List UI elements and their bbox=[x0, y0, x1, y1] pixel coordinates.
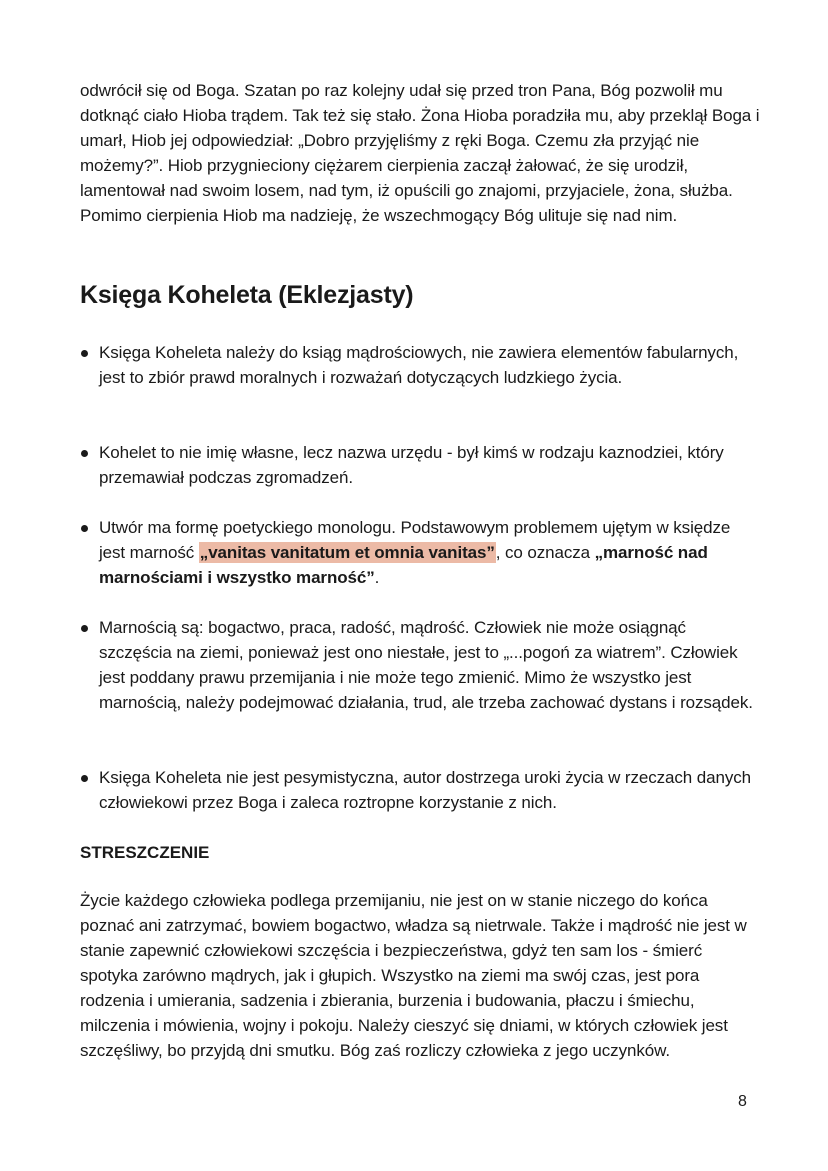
bullet-list-5 bbox=[80, 765, 760, 815]
list-item-text: , co oznacza bbox=[495, 543, 595, 562]
bullet-icon bbox=[81, 525, 88, 532]
summary-paragraph: Życie każdego człowieka podlega przemijaniu, nie jest on w stanie niczego do końca poznać ani zatrzymać, bowiem bogactwo, władza są nietrwale. Także i mądrość nie jest w stanie zapewnić człowiekowi szczęścia i bezpieczeństwa, gdyż ten sam los - śmierć spotyka zarówno mądrych, jak i głupich. Wszystko na ziemi ma swój czas, jest pora rodzenia i umierania, sadzenia i zbierania, burzenia i budowania, płaczu i śmiechu, milczenia i mówienia, wojny i pokoju. Należy cieszyć się dniami, w których człowiek jest szczęśliwy, bo przyjdą dni smutku. Bóg zaś rozliczy człowieka z jego uczynków. bbox=[80, 891, 747, 1060]
list-item-text: Marnością są: bogactwo, praca, radość, mądrość. Człowiek nie może osiągnąć szczęścia na ziemi, ponieważ jest ono niestałe, jest to „...pogoń za wiatrem”. Człowiek jest poddany prawu przemijania i nie może tego zmienić. Mimo że wszystko jest marnością, należy podejmować działania, trud, ale trzeba zachować dystans i rozsądek. bbox=[99, 618, 753, 712]
bullet-icon bbox=[81, 625, 88, 632]
bullet-icon bbox=[81, 450, 88, 457]
intro-block bbox=[80, 78, 760, 228]
bullet-list-2 bbox=[80, 440, 760, 490]
bullet-list-4 bbox=[80, 615, 760, 715]
list-item bbox=[80, 765, 760, 815]
intro-paragraph: odwrócił się od Boga. Szatan po raz kolejny udał się przed tron Pana, Bóg pozwolił mu dotknąć ciało Hioba trądem. Tak też się stało. Żona Hioba poradziła mu, aby przeklął Boga i umarł, Hiob jej odpowiedział: „Dobro przyjęliśmy z ręki Boga. Czemu zła przyjąć nie możemy?”. Hiob przygnieciony ciężarem cierpienia zaczął żałować, że się urodził, lamentował nad swoim losem, nad tym, iż opuścili go znajomi, przyjaciele, żona, służba. Pomimo cierpienia Hiob ma nadzieję, że wszechmogący Bóg ulituje się nad nim. bbox=[80, 81, 760, 225]
list-item-text: Utwór ma formę poetyckiego monologu. Podstawowym problemem ujętym w księdze jest marność bbox=[99, 518, 731, 562]
list-item-text: . bbox=[374, 568, 380, 587]
bold-quote: „marność nad marnościami i wszystko marność” bbox=[99, 543, 708, 587]
list-item-text: Księga Koheleta należy do ksiąg mądrościowych, nie zawiera elementów fabularnych, jest to zbiór prawd moralnych i rozważań dotyczących ludzkiego życia. bbox=[99, 343, 739, 387]
list-item-text: Księga Koheleta nie jest pesymistyczna, autor dostrzega uroki życia w rzeczach danych człowiekowi przez Boga i zaleca roztropne korzystanie z nich. bbox=[99, 768, 751, 812]
list-item bbox=[80, 340, 760, 390]
list-item bbox=[80, 515, 760, 590]
summary-title: STRESZCZENIE bbox=[80, 843, 210, 862]
bullet-icon bbox=[81, 350, 88, 357]
summary-block bbox=[80, 888, 760, 1063]
section-heading: Księga Koheleta (Eklezjasty) bbox=[80, 281, 414, 309]
bullet-list-3 bbox=[80, 515, 760, 590]
list-item bbox=[80, 440, 760, 490]
bullet-list-1 bbox=[80, 340, 760, 390]
bullet-icon bbox=[81, 775, 88, 782]
list-item bbox=[80, 615, 760, 715]
list-item-text: Kohelet to nie imię własne, lecz nazwa urzędu - był kimś w rodzaju kaznodziei, który przemawiał podczas zgromadzeń. bbox=[99, 443, 724, 487]
page-number: 8 bbox=[738, 1093, 747, 1110]
highlighted-quote: „vanitas vanitatum et omnia vanitas” bbox=[199, 543, 495, 562]
